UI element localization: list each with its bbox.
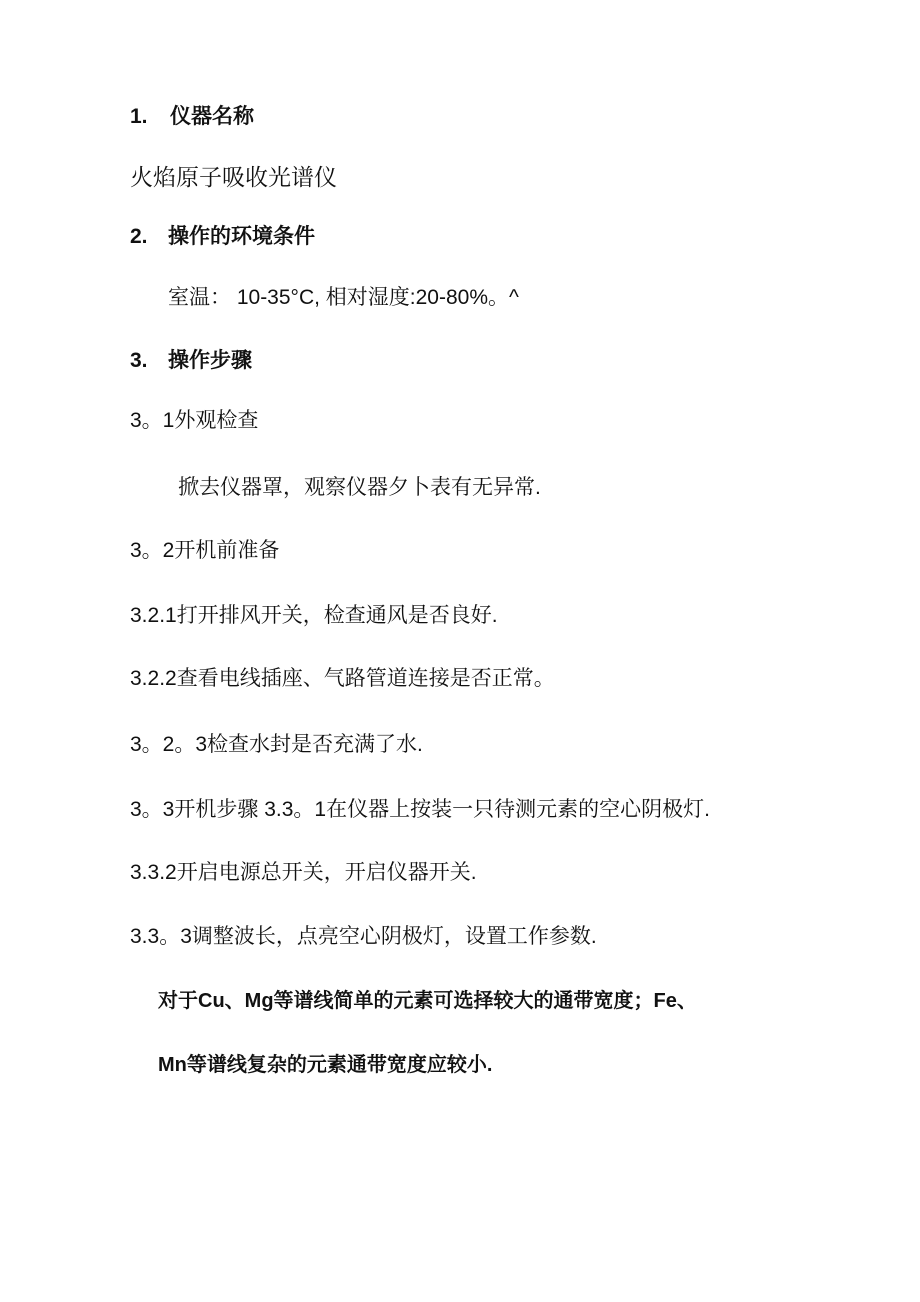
step-3-3-title-and-3-3-1: 3。3开机步骤 3.3。1在仪器上按装一只待测元素的空心阴极灯. [130,798,710,821]
step-3-2-2: 3.2.2查看电线插座、气路管道连接是否正常。 [130,667,555,690]
subsection-3-1-title: 3。1外观检查 [130,409,259,432]
bandwidth-note-line-2: Mn等谱线复杂的元素通带宽度应较小. [158,1054,493,1076]
section-number: 3. [130,349,148,372]
bandwidth-note-line-1: 对于Cu、Mg等谱线简单的元素可选择较大的通带宽度；Fe、 [158,990,697,1012]
section-number: 2. [130,225,148,248]
step-3-3-2: 3.3.2开启电源总开关，开启仪器开关. [130,861,477,884]
section-title: 操作的环境条件 [168,225,315,248]
section-title: 操作步骤 [168,349,252,372]
step-3-3-3: 3.3。3调整波长，点亮空心阴极灯，设置工作参数. [130,925,597,948]
section-3-heading [130,347,252,375]
subsection-3-2-title: 3。2开机前准备 [130,539,280,562]
subsection-3-1-body: 掀去仪器罩，观察仪器夕卜表有无异常. [178,476,541,499]
step-3-2-3: 3。2。3检查水封是否充满了水. [130,733,423,756]
section-number: 1. [130,105,148,128]
step-3-2-1: 3.2.1打开排风开关，检查通风是否良好. [130,604,498,627]
environment-conditions: 室温： 10-35°C, 相对湿度:20-80%。^ [168,286,519,309]
section-2-heading [130,223,315,251]
instrument-name: 火焰原子吸收光谱仪 [130,164,337,190]
section-1-heading [130,103,254,131]
section-title: 仪器名称 [170,105,254,128]
